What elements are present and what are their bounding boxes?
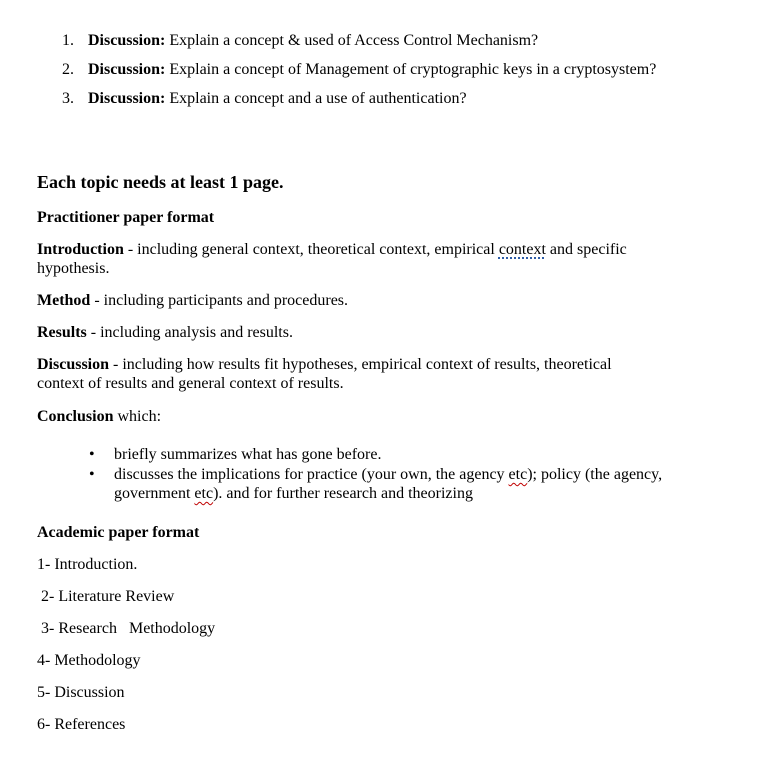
bullet-item-1: briefly summarizes what has gone before. bbox=[114, 446, 382, 463]
conclusion-paragraph bbox=[37, 407, 161, 426]
introduction-paragraph-line1 bbox=[37, 240, 627, 259]
question-number: 3. bbox=[62, 90, 74, 107]
results-text: - including analysis and results. bbox=[86, 324, 293, 341]
page-heading: Each topic needs at least 1 page. bbox=[37, 172, 284, 192]
question-text: Explain a concept & used of Access Control Mechanism? bbox=[165, 32, 539, 49]
question-number: 2. bbox=[62, 61, 74, 78]
introduction-text-end: and specific bbox=[545, 241, 627, 258]
bullet-text: discusses the implications for practice (your own, the agency bbox=[114, 466, 509, 483]
context-word: context bbox=[498, 241, 546, 258]
introduction-label: Introduction bbox=[37, 241, 124, 258]
academic-item: 6- References bbox=[37, 716, 126, 733]
introduction-text: - including general context, theoretical context, empirical bbox=[123, 241, 499, 258]
conclusion-label: Conclusion bbox=[37, 408, 114, 425]
academic-item: 3- Research Methodology bbox=[37, 620, 216, 637]
method-paragraph bbox=[37, 291, 348, 310]
question-text: Explain a concept of Management of cryptographic keys in a cryptosystem? bbox=[165, 61, 657, 78]
question-item-3 bbox=[88, 89, 467, 108]
question-item-2 bbox=[88, 60, 656, 79]
academic-item: 5- Discussion bbox=[37, 684, 125, 701]
bullet-text-end: ). and for further research and theorizing bbox=[213, 485, 473, 502]
bullet-text-end: ); policy (the agency, bbox=[527, 466, 663, 483]
discussion-text: - including how results fit hypotheses, empirical context of results, theoretical bbox=[109, 356, 612, 373]
conclusion-text: which: bbox=[113, 408, 162, 425]
academic-item: 2- Literature Review bbox=[37, 588, 175, 605]
method-text: - including participants and procedures. bbox=[90, 292, 349, 309]
bullet-item-2-line2 bbox=[114, 484, 473, 503]
results-label: Results bbox=[37, 324, 87, 341]
question-number: 1. bbox=[62, 32, 74, 49]
discussion-paragraph-line1 bbox=[37, 355, 612, 374]
academic-item: 4- Methodology bbox=[37, 652, 141, 669]
discussion-label: Discussion bbox=[37, 356, 110, 373]
question-label: Discussion: bbox=[88, 90, 166, 107]
academic-title: Academic paper format bbox=[37, 524, 200, 541]
question-item-1 bbox=[88, 31, 538, 50]
etc-word: etc bbox=[194, 485, 214, 502]
method-label: Method bbox=[37, 292, 91, 309]
etc-word: etc bbox=[508, 466, 528, 483]
discussion-paragraph-line2: context of results and general context of results. bbox=[37, 375, 344, 392]
question-label: Discussion: bbox=[88, 61, 166, 78]
results-paragraph bbox=[37, 323, 293, 342]
bullet-icon: • bbox=[89, 466, 95, 483]
bullet-item-2-line1 bbox=[114, 465, 662, 484]
bullet-text: government bbox=[114, 485, 195, 502]
question-label: Discussion: bbox=[88, 32, 166, 49]
introduction-paragraph-line2: hypothesis. bbox=[37, 260, 110, 277]
practitioner-title: Practitioner paper format bbox=[37, 209, 215, 226]
academic-item: 1- Introduction. bbox=[37, 556, 138, 573]
bullet-icon: • bbox=[89, 446, 95, 463]
question-text: Explain a concept and a use of authentication? bbox=[165, 90, 467, 107]
